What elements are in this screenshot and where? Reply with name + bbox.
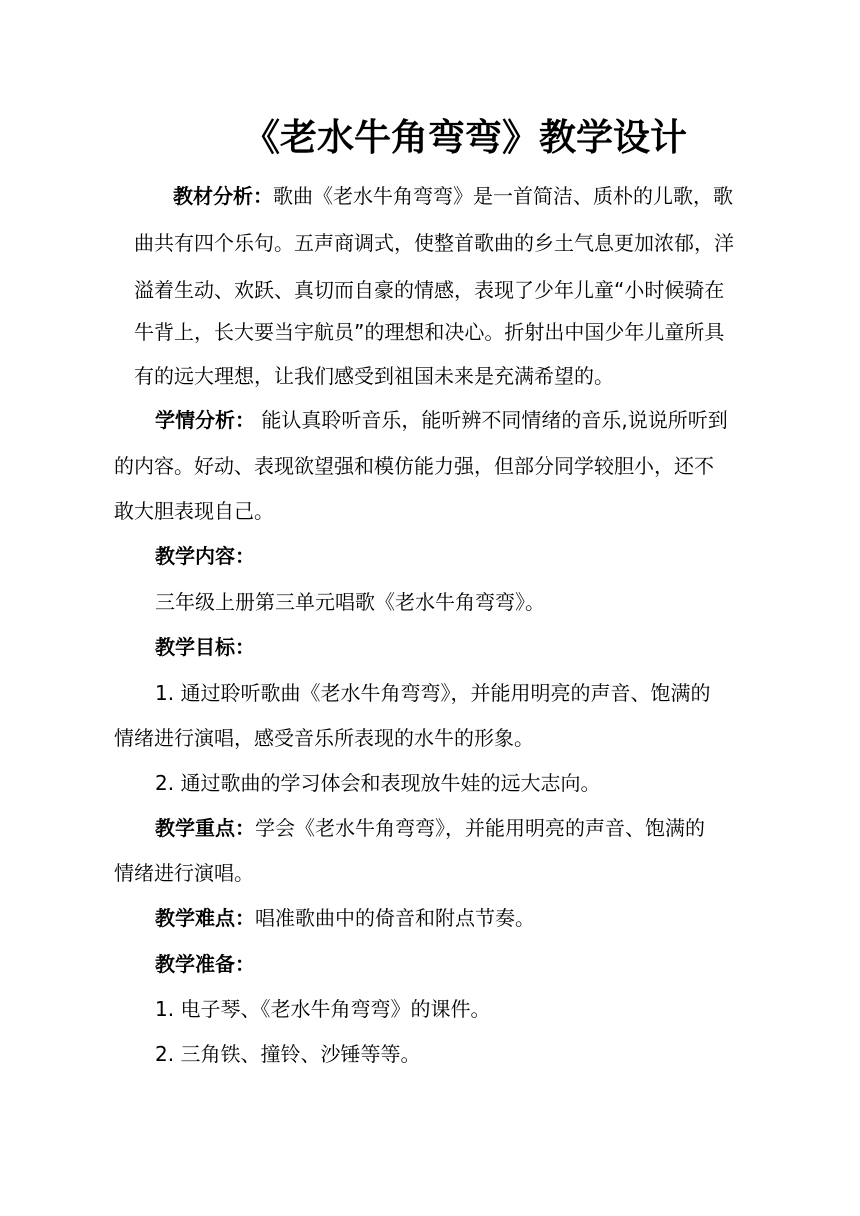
- content-label: 教学内容：: [155, 544, 255, 568]
- preparation-item-1: 1. 电子琴、《老水牛角弯弯》的课件。: [155, 997, 491, 1021]
- key-points-line-2: 情绪进行演唱。: [114, 861, 254, 885]
- student-analysis-line-3: 敢大胆表现自己。: [114, 499, 274, 523]
- material-analysis-line-2: 曲共有四个乐句。五声商调式，使整首歌曲的乡土气息更加浓郁，洋: [134, 231, 734, 255]
- material-analysis-text-1: 歌曲《老水牛角弯弯》是一首简洁、质朴的儿歌，歌: [273, 184, 733, 208]
- student-analysis-text-1: 能认真聆听音乐，能听辨不同情绪的音乐,说说所听到: [255, 408, 728, 432]
- material-analysis-label: 教材分析：: [173, 184, 273, 208]
- material-analysis-line-5: 有的远大理想，让我们感受到祖国未来是充满希望的。: [134, 364, 614, 388]
- student-analysis-label: 学情分析：: [155, 408, 255, 432]
- preparation-item-2: 2. 三角铁、撞铃、沙锤等等。: [155, 1042, 421, 1066]
- student-analysis-line-1: [155, 406, 728, 434]
- document-title: 《老水牛角弯弯》教学设计: [243, 116, 687, 159]
- difficulties-label: 教学难点：: [155, 906, 255, 930]
- objectives-label: 教学目标：: [155, 635, 255, 659]
- preparation-label: 教学准备：: [155, 952, 255, 976]
- objective-1-line-2: 情绪进行演唱，感受音乐所表现的水牛的形象。: [114, 726, 534, 750]
- student-analysis-line-2: 的内容。好动、表现欲望强和模仿能力强，但部分同学较胆小，还不: [114, 454, 714, 478]
- key-points-text-1: 学会《老水牛角弯弯》，并能用明亮的声音、饱满的: [255, 816, 705, 840]
- objective-2: 2. 通过歌曲的学习体会和表现放牛娃的远大志向。: [155, 771, 601, 795]
- material-analysis-line-4: 牛背上，长大要当宇航员”的理想和决心。折射出中国少年儿童所具: [134, 320, 725, 344]
- content-text: 三年级上册第三单元唱歌《老水牛角弯弯》。: [155, 590, 545, 614]
- material-analysis-line-3: 溢着生动、欢跃、真切而自豪的情感，表现了少年儿童“小时候骑在: [134, 278, 725, 302]
- objective-1-line-1: 1. 通过聆听歌曲《老水牛角弯弯》，并能用明亮的声音、饱满的: [155, 681, 711, 705]
- difficulties-text: 唱准歌曲中的倚音和附点节奏。: [255, 906, 535, 930]
- difficulties-line: [155, 904, 535, 932]
- key-points-label: 教学重点：: [155, 816, 255, 840]
- material-analysis-line-1: [173, 182, 733, 210]
- key-points-line-1: [155, 814, 705, 842]
